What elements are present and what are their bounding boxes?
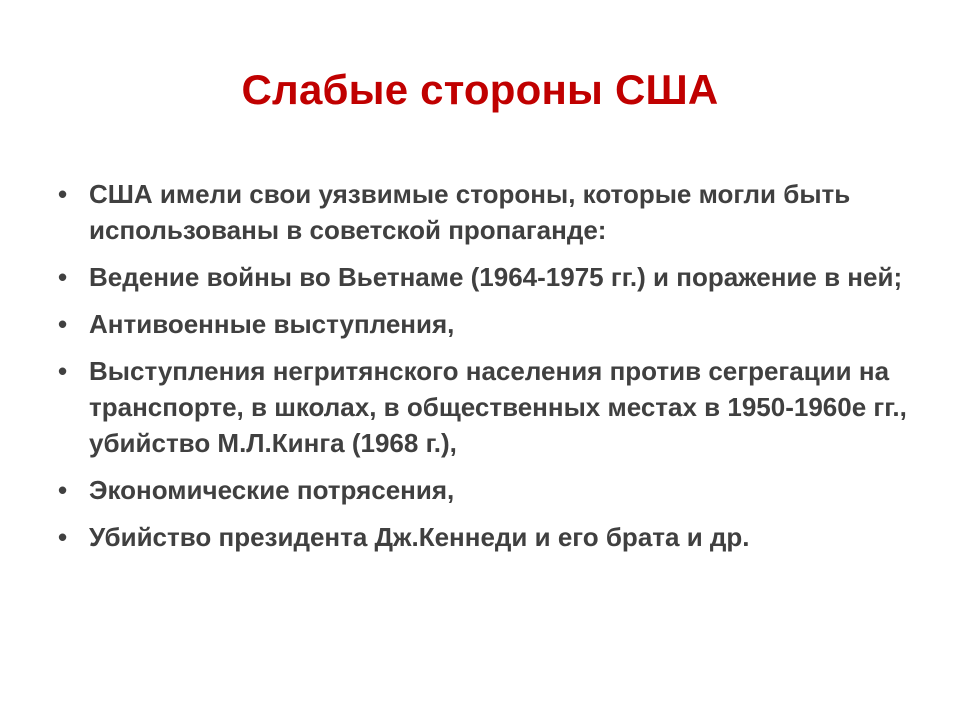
bullet-item <box>58 519 918 555</box>
bullet-icon: • <box>58 179 68 209</box>
bullet-icon: • <box>58 309 68 339</box>
bullet-item <box>58 306 918 342</box>
bullet-text: Экономические потрясения, <box>89 475 455 505</box>
bullet-icon: • <box>58 356 68 386</box>
bullet-text: США имели свои уязвимые стороны, которые могли быть использованы в советской пропаганде: <box>89 179 851 245</box>
slide-title: Слабые стороны США <box>241 66 719 113</box>
bullet-icon: • <box>58 262 68 292</box>
bullet-item <box>58 472 918 508</box>
bullet-list <box>58 176 918 566</box>
bullet-item <box>58 259 918 295</box>
bullet-icon: • <box>58 475 68 505</box>
bullet-item <box>58 176 918 248</box>
bullet-text: Ведение войны во Вьетнаме (1964-1975 гг.) и поражение в ней; <box>89 262 903 292</box>
bullet-icon: • <box>58 522 68 552</box>
bullet-item <box>58 353 918 461</box>
bullet-text: Убийство президента Дж.Кеннеди и его брата и др. <box>89 522 750 552</box>
bullet-text: Выступления негритянского населения против сегрегации на транспорте, в школах, в общественных местах в 1950-1960е гг., убийство М.Л.Кинга (1968 г.), <box>89 356 907 458</box>
bullet-text: Антивоенные выступления, <box>89 309 455 339</box>
